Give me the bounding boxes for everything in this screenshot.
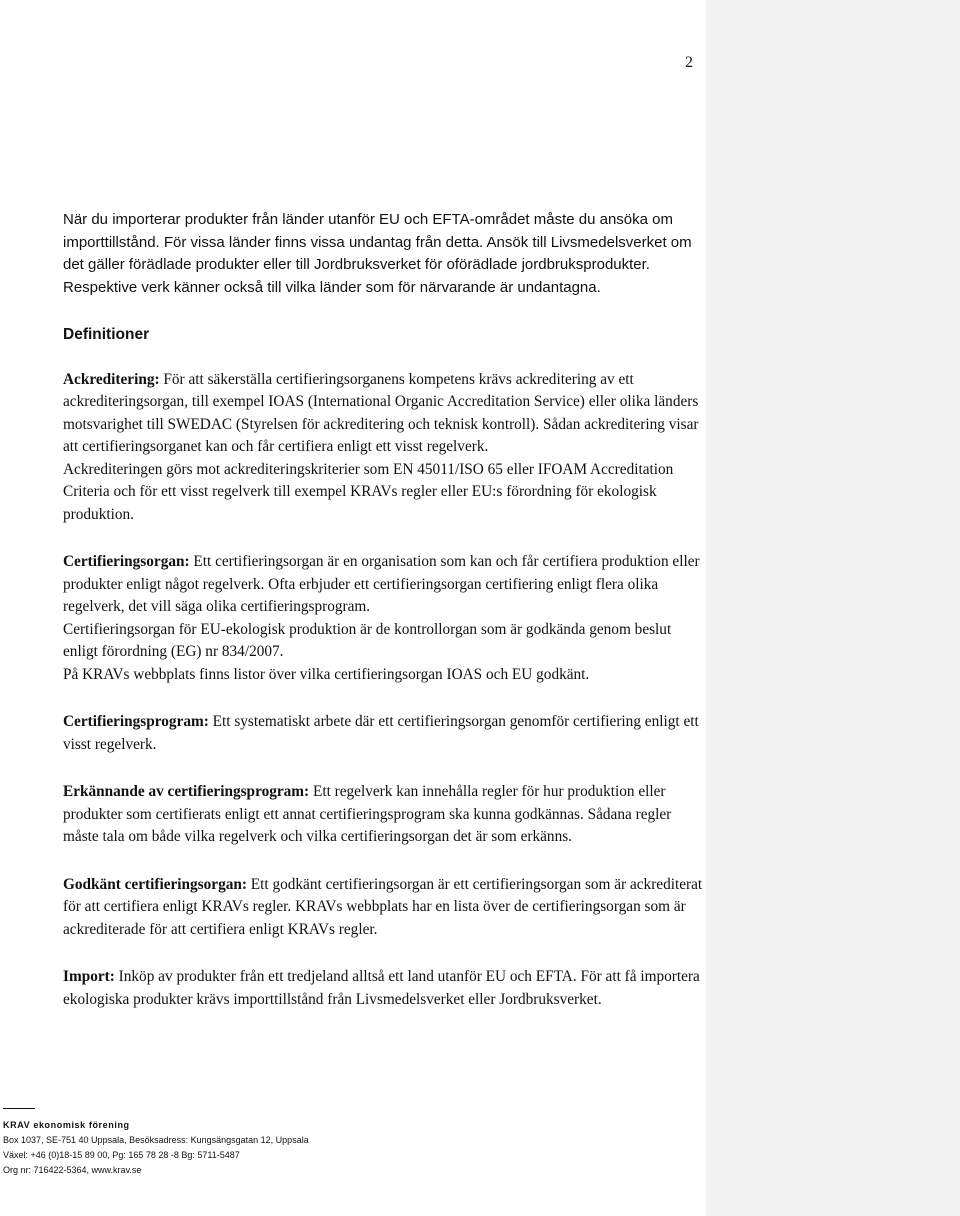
intro-paragraph: När du importerar produkter från länder utanför EU och EFTA-området måste du ansöka om importtillstånd. För vissa länder finns vissa undantag från detta. Ansök till Livsmedelsverket om det gäller förädlade produkter eller till Jordbruksverket för oförädlade jordbruksprodukter. Respektive verk känner också till vilka länder som för närvarande är undantagna. xyxy=(63,211,692,297)
page-footer xyxy=(3,1108,309,1178)
definition-text: Ett systematiskt arbete där ett certifieringsorgan genomför certifiering enligt ett visst regelverk. xyxy=(63,713,699,753)
definition-text-continued: Ackrediteringen görs mot ackrediteringskriterier som EN 45011/ISO 65 eller IFOAM Accreditation Criteria och för ett visst regelverk till exempel KRAVs regler eller EU:s förordning för ekologisk produktion. xyxy=(63,460,674,523)
definition-term: Erkännande av certifieringsprogram: xyxy=(63,783,310,801)
definition-text: För att säkerställa certifieringsorganens kompetens krävs ackreditering av ett ackrediteringsorgan, till exempel IOAS (International Organic Accreditation Service) eller olika länders motsvarighet till SWEDAC (Styrelsen för ackreditering och teknisk kontroll). Sådan ackreditering visar att certifieringsorganet kan och får certifiera enligt ett visst regelverk. xyxy=(63,370,699,456)
definition-term: Import: xyxy=(63,968,115,986)
definition-godkant xyxy=(63,874,703,942)
definition-term: Certifieringsorgan: xyxy=(63,553,190,571)
definition-term: Certifieringsprogram: xyxy=(63,713,209,731)
page-number: 2 xyxy=(685,54,693,71)
footer-organization: KRAV ekonomisk förening xyxy=(3,1120,130,1130)
definition-text: Ett certifieringsorgan är en organisation som kan och får certifiera produktion eller produkter enligt något regelverk. Ofta erbjuder ett certifieringsorgan certifiering enligt flera olika regelverk, det vill säga olika certifieringsprogram. xyxy=(63,553,700,616)
definition-text: Ett godkänt certifieringsorgan är ett certifieringsorgan som är ackrediterat för att certifiera enligt KRAVs regler. KRAVs webbplats har en lista över de certifieringsorgan som är ackrediterade för att certifiera enligt KRAVs regler. xyxy=(63,875,703,938)
comment-margin-panel xyxy=(706,0,960,1216)
footer-rule xyxy=(3,1108,35,1109)
definition-ackreditering xyxy=(63,369,703,527)
definition-text-continued: På KRAVs webbplats finns listor över vilka certifieringsorgan IOAS och EU godkänt. xyxy=(63,665,590,683)
definition-text: Ett regelverk kan innehålla regler för hur produktion eller produkter som certifierats enligt ett annat certifieringsprogram ska kunna godkännas. Sådana regler måste tala om både vilka regelverk och vilka certifieringsorgan det är som erkänns. xyxy=(63,783,672,846)
definitions-heading: Definitioner xyxy=(63,325,150,343)
definition-certifieringsorgan xyxy=(63,551,703,686)
definition-text: Inköp av produkter från ett tredjeland alltså ett land utanför EU och EFTA. För att få importera ekologiska produkter krävs importtillstånd från Livsmedelsverket eller Jordbruksverket. xyxy=(63,968,700,1008)
footer-address: Box 1037, SE-751 40 Uppsala, Besöksadress: Kungsängsgatan 12, Uppsala xyxy=(3,1135,309,1145)
document-body xyxy=(63,209,703,1011)
footer-org-number: Org nr: 716422-5364, www.krav.se xyxy=(3,1165,142,1175)
definition-import xyxy=(63,966,703,1011)
definition-term: Ackreditering: xyxy=(63,370,160,388)
definition-text-continued: Certifieringsorgan för EU-ekologisk produktion är de kontrollorgan som är godkända genom beslut enligt förordning (EG) nr 834/2007. xyxy=(63,620,672,661)
footer-contact: Växel: +46 (0)18-15 89 00, Pg: 165 78 28 -8 Bg: 5711-5487 xyxy=(3,1150,240,1160)
definition-certifieringsprogram xyxy=(63,711,703,756)
definition-erkannande xyxy=(63,781,703,849)
definition-term: Godkänt certifieringsorgan: xyxy=(63,875,247,893)
